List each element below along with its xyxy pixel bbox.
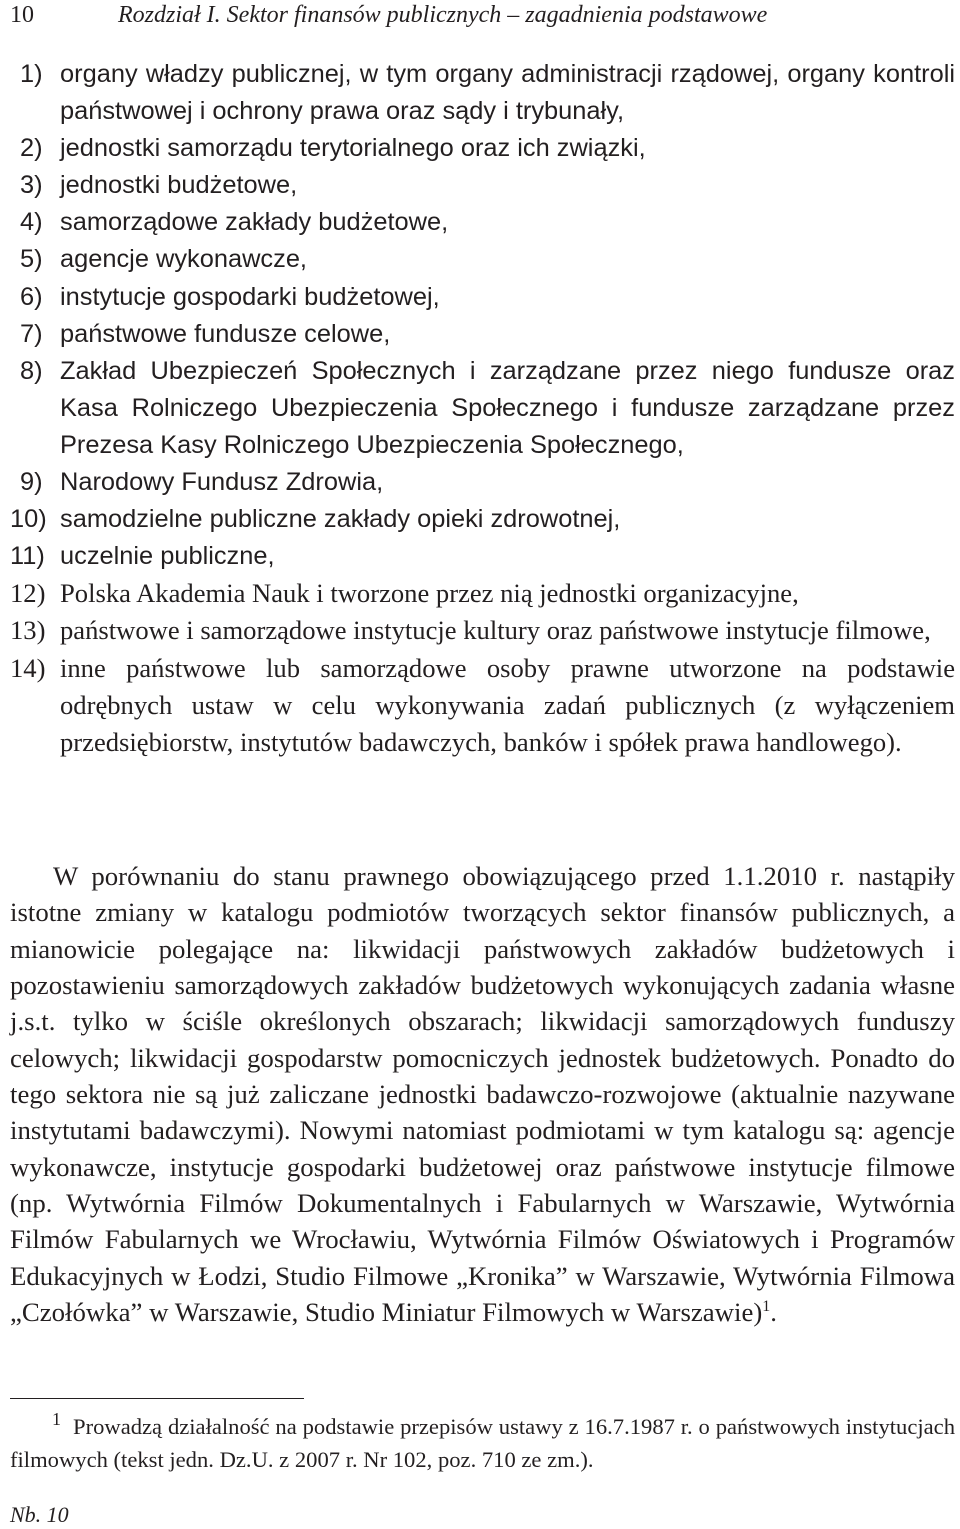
entity-list	[10, 56, 955, 761]
list-item-text: uczelnie publiczne,	[60, 542, 275, 571]
list-item-text: organy władzy publicznej, w tym organy administracji rządowej, organy kontroli państwowej i ochrony prawa oraz sądy i trybunały,	[60, 60, 955, 126]
list-item-number: 1)	[20, 60, 43, 88]
list-item-text: Polska Akademia Nauk i tworzone przez nią jednostki organizacyjne,	[60, 578, 799, 609]
footnote-number: 1	[52, 1409, 61, 1430]
list-item-number: 11)	[10, 542, 45, 571]
list-item-number: 6)	[20, 282, 43, 311]
list-item-number: 8)	[20, 356, 43, 385]
list-item	[10, 538, 955, 575]
list-item	[10, 501, 955, 538]
list-item-text: jednostki samorządu terytorialnego oraz ich związki,	[60, 134, 646, 163]
margin-number-mark: Nb. 10	[10, 1502, 69, 1527]
list-item-number: 9)	[20, 468, 43, 497]
paragraph-end-punctuation: .	[770, 1297, 777, 1328]
list-item	[10, 353, 955, 464]
footnote-text: Prowadzą działalność na podstawie przepisów ustawy z 16.7.1987 r. o państwowych instytucjach filmowych (tekst jedn. Dz.U. z 2007 r. Nr 102, poz. 710 ze zm.).	[10, 1414, 955, 1472]
list-item-number: 3)	[20, 171, 43, 200]
list-item-text: Zakład Ubezpieczeń Społecznych i zarządzane przez niego fundusze oraz Kasa Rolniczego Ubezpieczenia Społecznego i fundusze zarządzane przez Prezesa Kasy Rolniczego Ubezpieczenia Społecznego,	[60, 356, 955, 459]
list-item-text: inne państwowe lub samorządowe osoby prawne utworzone na podstawie odrębnych ustaw w celu wykonywania zadań publicznych (z wyłączeniem przedsiębiorstw, instytutów badawczych, banków i spółek prawa handlowego).	[60, 652, 955, 757]
list-item	[10, 279, 955, 316]
list-item-text: jednostki budżetowe,	[60, 171, 298, 200]
list-item-text: instytucje gospodarki budżetowej,	[60, 282, 440, 311]
list-item-text: Narodowy Fundusz Zdrowia,	[60, 468, 384, 497]
list-item-text: agencje wykonawcze,	[60, 245, 307, 274]
list-item-text: samodzielne publiczne zakłady opieki zdrowotnej,	[60, 505, 621, 534]
list-item-number: 13)	[10, 615, 46, 646]
page-number: 10	[10, 2, 34, 28]
list-item	[10, 130, 955, 167]
footnote-divider	[10, 1398, 304, 1399]
list-item	[10, 650, 955, 761]
list-item	[10, 167, 955, 204]
list-item	[10, 464, 955, 501]
list-item-number: 5)	[20, 245, 43, 274]
running-header	[10, 0, 955, 34]
footnote-reference[interactable]: 1	[762, 1298, 771, 1316]
chapter-title: Rozdział I. Sektor finansów publicznych – zagadnienia podstawowe	[118, 2, 768, 28]
list-item	[10, 241, 955, 278]
list-item	[10, 575, 955, 612]
list-item	[10, 204, 955, 241]
list-item-number: 10)	[10, 505, 47, 534]
list-item-number: 7)	[20, 319, 43, 348]
list-item	[10, 612, 955, 649]
body-paragraph-text: W porównaniu do stanu prawnego obowiązującego przed 1.1.2010 r. nastąpiły istotne zmiany w katalogu podmiotów tworzących sektor finansów publicznych, a mianowicie polegające na: likwidacji państwowych zakładów budżetowych i pozostawieniu samorządowych zakładów budżetowych wykonujących zadania własne j.s.t. tylko w ściśle określonych obszarach; likwidacji samorządowych funduszy celowych; likwidacji gospodarstw pomocniczych jednostek budżetowych. Ponadto do tego sektora nie są już zaliczane jednostki badawczo-rozwojowe (aktualnie nazywane instytutami badawczymi). Nowymi natomiast podmiotami w tym katalogu są: agencje wykonawcze, instytucje gospodarki budżetowej oraz państwowe instytucje filmowe (np. Wytwórnia Filmów Dokumentalnych i Fabularnych w Warszawie, Wytwórnia Filmów Fabularnych we Wrocławiu, Wytwórnia Filmów Oświatowych i Programów Edukacyjnych w Łodzi, Studio Filmowe „Kronika” w Warszawie, Wytwórnia Filmowa „Czołówka” w Warszawie, Studio Miniatur Filmowych w Warszawie)	[10, 861, 955, 1328]
list-item-text: państwowe i samorządowe instytucje kultury oraz państwowe instytucje filmowe,	[60, 615, 931, 646]
list-item-text: państwowe fundusze celowe,	[60, 319, 391, 348]
list-item	[10, 56, 955, 130]
list-item-number: 14)	[10, 652, 46, 683]
footnote	[10, 1410, 955, 1476]
list-item-text: samorządowe zakłady budżetowe,	[60, 208, 449, 237]
list-item-number: 2)	[20, 134, 43, 163]
list-item-number: 4)	[20, 208, 43, 237]
list-item	[10, 316, 955, 353]
list-item-number: 12)	[10, 578, 46, 609]
body-paragraph	[10, 858, 955, 1330]
